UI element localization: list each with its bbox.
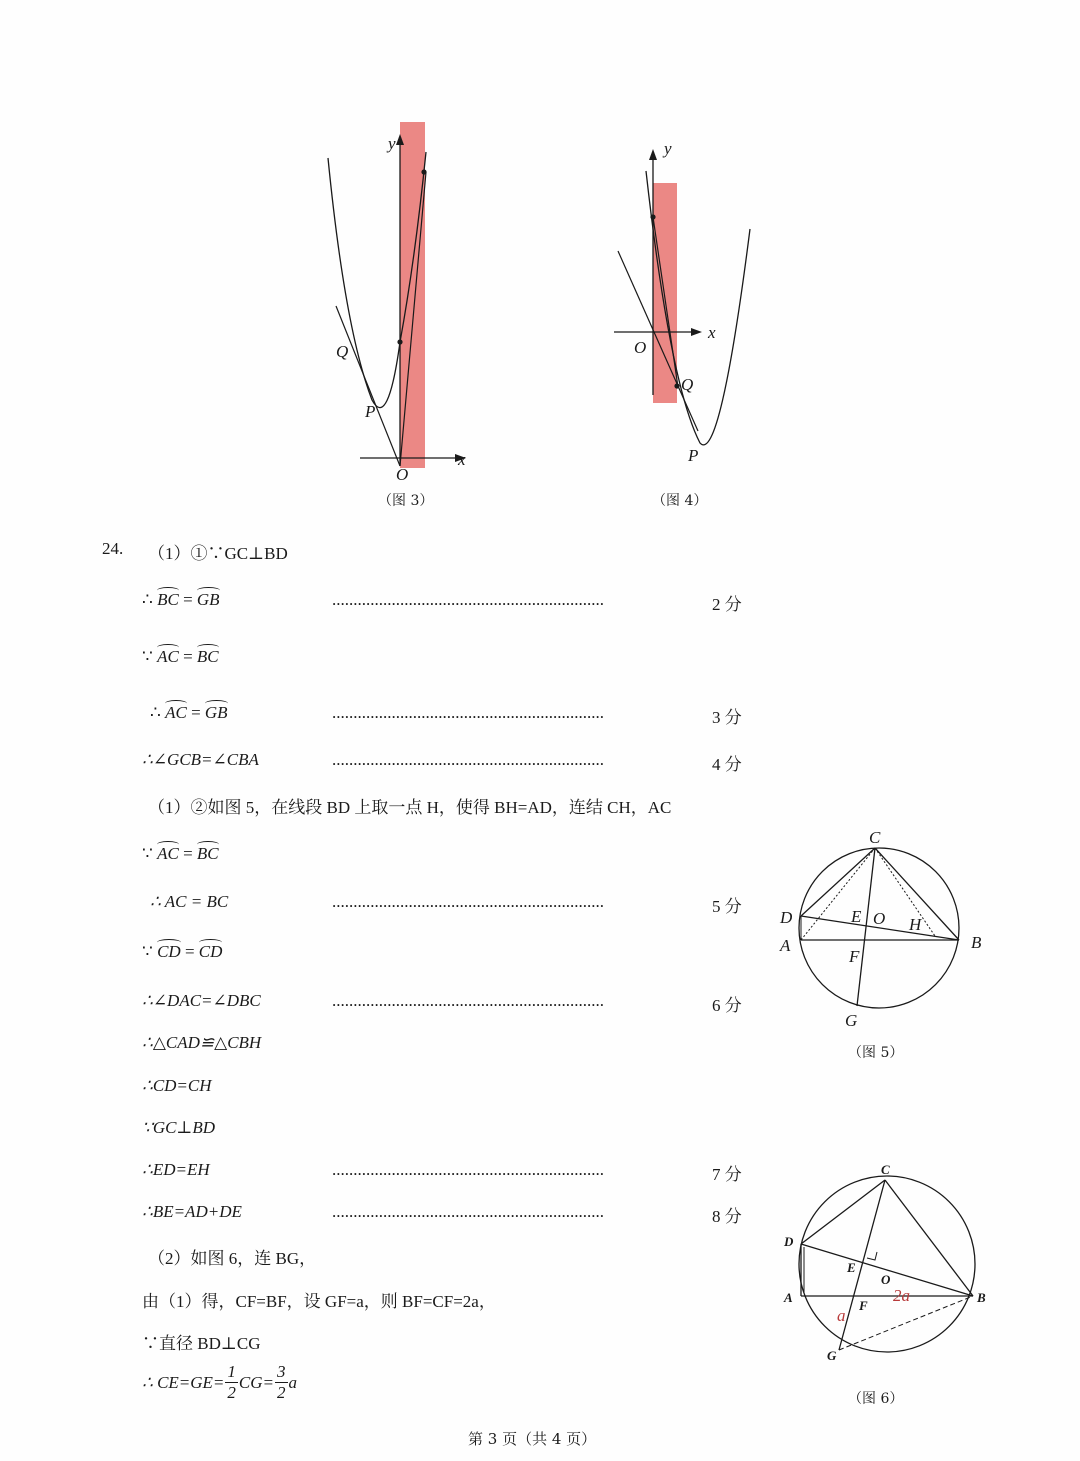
arc-gb: GB <box>196 590 220 609</box>
line-9: ∵ CD = CD <box>142 942 223 961</box>
line-6: （1）②如图 5，在线段 BD 上取一点 H，使得 BH=AD，连结 CH，AC <box>148 798 672 817</box>
fraction-half: $\frac{1}{2}$ <box>227 1362 236 1402</box>
point-o-label: O <box>873 909 886 928</box>
line-13: ∵GC⊥BD <box>142 1118 216 1137</box>
score-3: 3 分 <box>712 708 742 727</box>
origin-label: O <box>634 338 647 357</box>
score-4: 4 分 <box>712 755 742 774</box>
dot-leader: ................................................................ <box>332 892 604 911</box>
line-2: ∴ BC = GB <box>142 590 220 609</box>
point-p-label: P <box>688 446 699 465</box>
figure-3-graph <box>300 110 500 490</box>
line-19: ∴ CE=GE= $\frac{1}{2}$ CG= $\frac{3}{2}$ a <box>142 1362 297 1402</box>
point-p-label: P <box>365 402 376 421</box>
dot-leader: ................................................................ <box>332 1160 604 1179</box>
length-2a-label: 2a <box>893 1286 910 1305</box>
point-h-label: H <box>909 915 922 934</box>
figure-3 <box>300 110 500 509</box>
line-8: ∴ AC = BC <box>150 892 229 911</box>
figure-5 <box>775 828 995 1068</box>
line-18: ∵直径 BD⊥CG <box>142 1334 261 1353</box>
score-2: 2 分 <box>712 595 742 614</box>
line-15: ∴BE=AD+DE <box>142 1202 242 1221</box>
origin-label: O <box>396 465 409 484</box>
dot-leader: ................................................................ <box>332 590 604 609</box>
score-8: 8 分 <box>712 1207 742 1226</box>
point-a-label: A <box>784 1290 793 1305</box>
point-o-label: O <box>881 1272 891 1287</box>
point-b-label: B <box>977 1290 986 1305</box>
point-b-label: B <box>971 933 982 952</box>
score-5: 5 分 <box>712 897 742 916</box>
fraction-three-halves: $\frac{3}{2}$ <box>277 1362 286 1402</box>
point-g-label: G <box>827 1348 837 1363</box>
point-g-label: G <box>845 1011 858 1030</box>
dot-leader: ................................................................ <box>332 703 604 722</box>
line-11: ∴△CAD≌△CBH <box>142 1033 262 1052</box>
figure-5-caption: （图 5） <box>848 1045 904 1061</box>
line-7: ∵ AC = BC <box>142 844 219 863</box>
figure-4 <box>600 135 760 509</box>
line-17: 由（1）得，CF=BF，设 GF=a，则 BF=CF=2a， <box>142 1292 496 1311</box>
figure-5-diagram <box>775 828 995 1068</box>
problem-number: 24. <box>102 539 124 558</box>
dot-leader: ................................................................ <box>332 1202 604 1221</box>
point-c-label: C <box>869 828 881 847</box>
point-f-label: F <box>849 947 860 966</box>
point-q-label: Q <box>681 375 694 394</box>
figure-4-caption: （图 4） <box>652 493 708 509</box>
arc-bc: BC <box>157 590 179 609</box>
line-1: （1）①∵GC⊥BD <box>148 544 288 563</box>
line-3: ∵ AC = BC <box>142 647 219 666</box>
axis-x-label: x <box>708 323 716 342</box>
length-a-label: a <box>837 1306 846 1325</box>
score-6: 6 分 <box>712 996 742 1015</box>
line-4: ∴ AC = GB <box>150 703 228 722</box>
point-d-label: D <box>784 1234 794 1249</box>
line-12: ∴CD=CH <box>142 1076 212 1095</box>
point-e-label: E <box>847 1260 856 1275</box>
page-footer: 第 3 页（共 4 页） <box>468 1430 597 1448</box>
point-f-label: F <box>859 1298 868 1313</box>
point-d-label: D <box>780 908 793 927</box>
line-16: （2）如图 6，连 BG， <box>148 1249 317 1268</box>
highlight-bar <box>400 122 425 468</box>
point-q-label: Q <box>336 342 349 361</box>
highlight-bar <box>653 183 677 403</box>
line-10: ∴∠DAC=∠DBC <box>142 991 261 1010</box>
score-7: 7 分 <box>712 1165 742 1184</box>
point-c-label: C <box>881 1162 890 1177</box>
figure-4-graph <box>600 135 760 495</box>
dot-leader: ................................................................ <box>332 991 604 1010</box>
axis-y-label: y <box>664 139 672 158</box>
point-e-label: E <box>851 907 862 926</box>
figure-6-caption: （图 6） <box>848 1391 904 1407</box>
line-14: ∴ED=EH <box>142 1160 210 1179</box>
axis-y-label: y <box>388 134 396 153</box>
figure-6 <box>775 1160 995 1410</box>
point-a-label: A <box>780 936 791 955</box>
figure-3-caption: （图 3） <box>378 493 434 509</box>
axis-x-label: x <box>458 450 466 469</box>
dot-leader: ................................................................ <box>332 750 604 769</box>
line-5: ∴∠GCB=∠CBA <box>142 750 259 769</box>
